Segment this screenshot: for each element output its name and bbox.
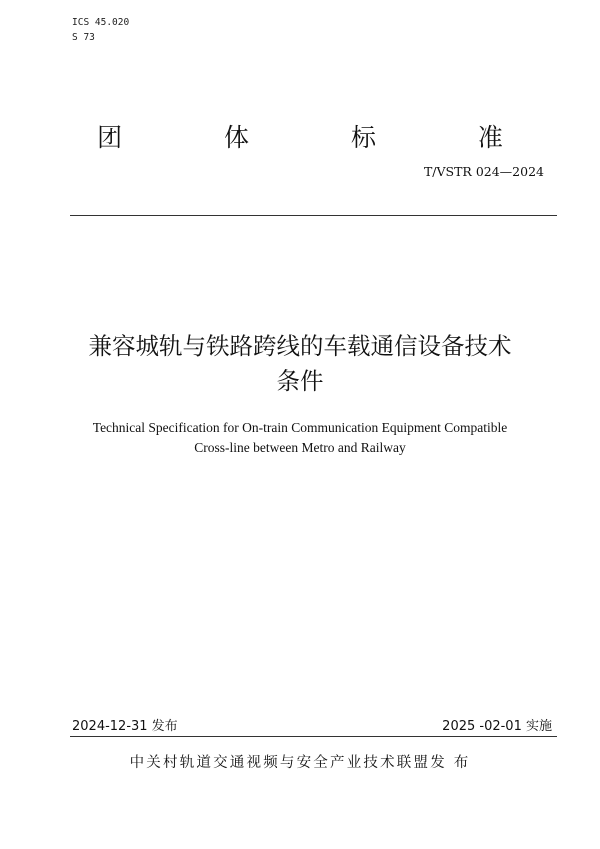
ccs-code: S 73 — [72, 32, 95, 43]
chinese-title — [40, 329, 560, 399]
classification-block — [72, 15, 129, 45]
ics-code: ICS 45.020 — [72, 17, 130, 28]
chinese-title-line-1: 兼容城轨与铁路跨线的车载通信设备技术 — [88, 332, 512, 360]
standard-type-heading: 团 体 标 准 — [97, 123, 550, 152]
publisher: 中关村轨道交通视频与安全产业技术联盟发 布 — [129, 755, 471, 771]
standard-code: T/VSTR 024—2024 — [423, 164, 544, 179]
top-divider — [70, 215, 557, 216]
english-title-line-1: Technical Specification for On-train Communication Equipment Compatible — [92, 420, 508, 435]
english-title — [40, 418, 560, 458]
bottom-divider — [70, 736, 557, 737]
english-title-line-2: Cross-line between Metro and Railway — [194, 440, 406, 455]
issue-date: 2024-12-31 发布 — [72, 719, 178, 734]
chinese-title-line-2: 条件 — [276, 367, 324, 395]
implementation-date: 2025 -02-01 实施 — [442, 719, 552, 734]
